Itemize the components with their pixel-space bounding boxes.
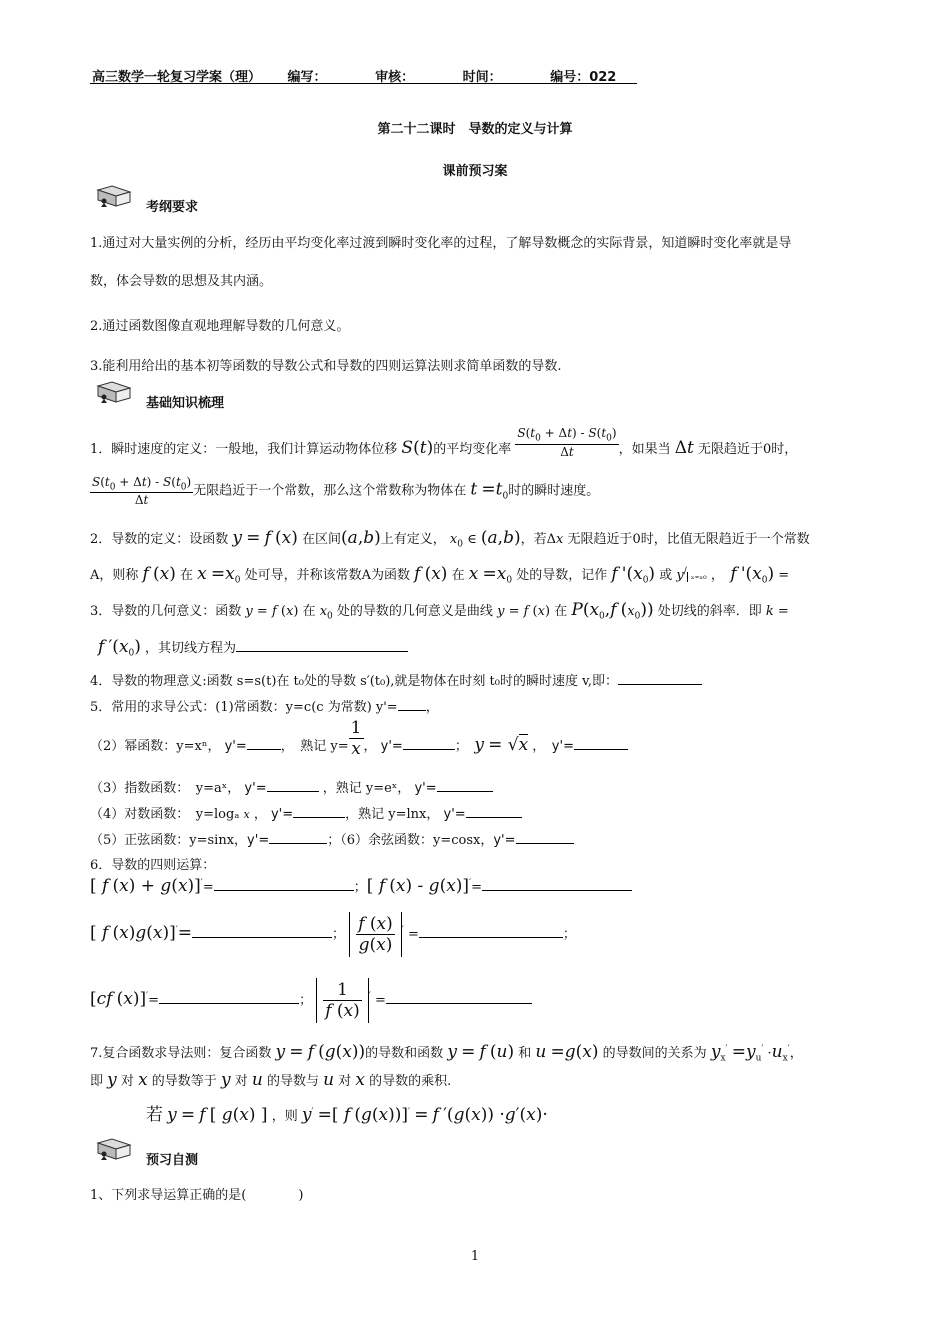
section-basics: 基础知识梳理 bbox=[146, 396, 225, 411]
book-icon bbox=[90, 380, 136, 404]
composite-formula: 若 y = f [ g(x) ] ，则 y′ =[ f (g(x))]′ = f ′(g(x)) ·g′(x)· bbox=[146, 1105, 548, 1125]
outline-item-3: 3.能利用给出的基本初等函数的导数公式和导数的四则运算法则求简单函数的导数. bbox=[90, 359, 562, 374]
basics-item-1: 1．瞬时速度的定义：一般地，我们计算运动物体位移 S(t)的平均变化率 $\frac{S(t_0 + \Delta t) - S(t_0)}{\Delta t}$ ，如果当 Δt 无限趋近于0时， bbox=[90, 426, 798, 459]
basics-item-5: 5．常用的求导公式：(1)常函数：y=c(c 为常数) y'= ， bbox=[90, 700, 439, 715]
reviewer-label: 审核： bbox=[375, 70, 415, 85]
basics-item-7: 7.复合函数求导法则：复合函数 y = f (g(x))的导数和函数 y = f (u) 和 u =g(x) 的导数间的关系为 $y_x' =y_u' \cdot u_x'$， bbox=[90, 1042, 803, 1064]
section-outline: 考纲要求 bbox=[146, 200, 199, 215]
rule-sum-diff: [ f (x) + g(x)]′= ；[ f (x) - g(x)]′= bbox=[90, 876, 632, 896]
basics-item-5-power: （2）幂函数：y=xⁿ， y'= ， 熟记 y= $\frac{1}{x}$ ， y'= ； y = √x ， y'= bbox=[90, 734, 628, 759]
rule-constant-reciprocal: [cf (x)]′= ； $\frac{1}{f (x)}$ ′ = bbox=[90, 978, 532, 1023]
header-underline bbox=[90, 83, 637, 84]
book-icon bbox=[90, 184, 136, 208]
basics-item-7-cont: 即 y 对 x 的导数等于 y 对 u 的导数与 u 对 x 的导数的乘积. bbox=[90, 1070, 452, 1090]
outline-item-1-cont: 数，体会导数的思想及其内涵。 bbox=[90, 274, 273, 289]
lesson-title: 第二十二课时 导数的定义与计算 bbox=[377, 122, 573, 137]
rule-product-quotient: [ f (x)g(x)]′= ； $\frac{f (x)}{g(x)}$ ′ = ； bbox=[90, 914, 576, 955]
selftest-question-1: 1、下列求导运算正确的是( ) bbox=[90, 1188, 304, 1203]
page-number: 1 bbox=[470, 1249, 480, 1264]
basics-item-6: 6．导数的四则运算： bbox=[90, 858, 216, 873]
basics-item-2: 2．导数的定义：设函数 y = f (x) 在区间(a,b)上有定义， $x_0$ ∈ (a,b)，若Δx 无限趋近于0时，比值无限趋近于一个常数 bbox=[90, 528, 810, 550]
basics-item-5-exp: （3）指数函数： y=aˣ， y'= ，熟记 y=eˣ， y'= bbox=[90, 777, 493, 796]
book-icon bbox=[90, 1137, 136, 1161]
course-title: 高三数学一轮复习学案（理） bbox=[92, 70, 262, 85]
time-label: 时间： bbox=[462, 70, 502, 85]
basics-item-5-trig: （5）正弦函数：y=sinx，y'= ；（6）余弦函数：y=cosx，y'= bbox=[90, 829, 574, 848]
outline-item-2: 2.通过函数图像直观地理解导数的几何意义。 bbox=[90, 319, 350, 334]
basics-item-4: 4．导数的物理意义:函数 s=s(t)在 t₀处的导数 s′(t₀),就是物体在时刻 t₀时的瞬时速度 v,即： bbox=[90, 670, 702, 689]
number-label: 编号：022 bbox=[550, 70, 617, 85]
basics-item-3: 3．导数的几何意义：函数 y = f (x) 在 $x_0$ 处的导数的几何意义是曲线 y = f (x) 在 $P(x_0,f$ $(x_0)$) 处切线的斜率．即 k = bbox=[90, 600, 789, 622]
preview-title: 课前预习案 bbox=[442, 164, 508, 179]
section-selftest: 预习自测 bbox=[146, 1153, 199, 1168]
basics-item-1-cont: $\frac{S(t_0 + \Delta t) - S(t_0)}{\Delta t}$ 无限趋近于一个常数，那么这个常数称为物体在 $t =t_0$时的瞬时速度。 bbox=[92, 475, 600, 508]
basics-item-3-cont: f $'(x_0)$ ，其切线方程为 bbox=[98, 637, 408, 659]
basics-item-2-cont: A，则称 f (x) 在 $x =x_0$ 处可导，并称该常数A为函数 f (x) 在 $x =x_0$ 处的导数，记作 f '$(x_0)$ 或 y/ₓ₌ₓ₀ ， f '$(x_0)$ = bbox=[90, 564, 790, 586]
basics-item-5-log: （4）对数函数： y=logₐ x ， y'= ，熟记 y=lnx， y'= bbox=[90, 803, 522, 822]
editor-label: 编写： bbox=[287, 70, 327, 85]
outline-item-1: 1.通过对大量实例的分析，经历由平均变化率过渡到瞬时变化率的过程，了解导数概念的实际背景，知道瞬时变化率就是导 bbox=[90, 236, 792, 251]
